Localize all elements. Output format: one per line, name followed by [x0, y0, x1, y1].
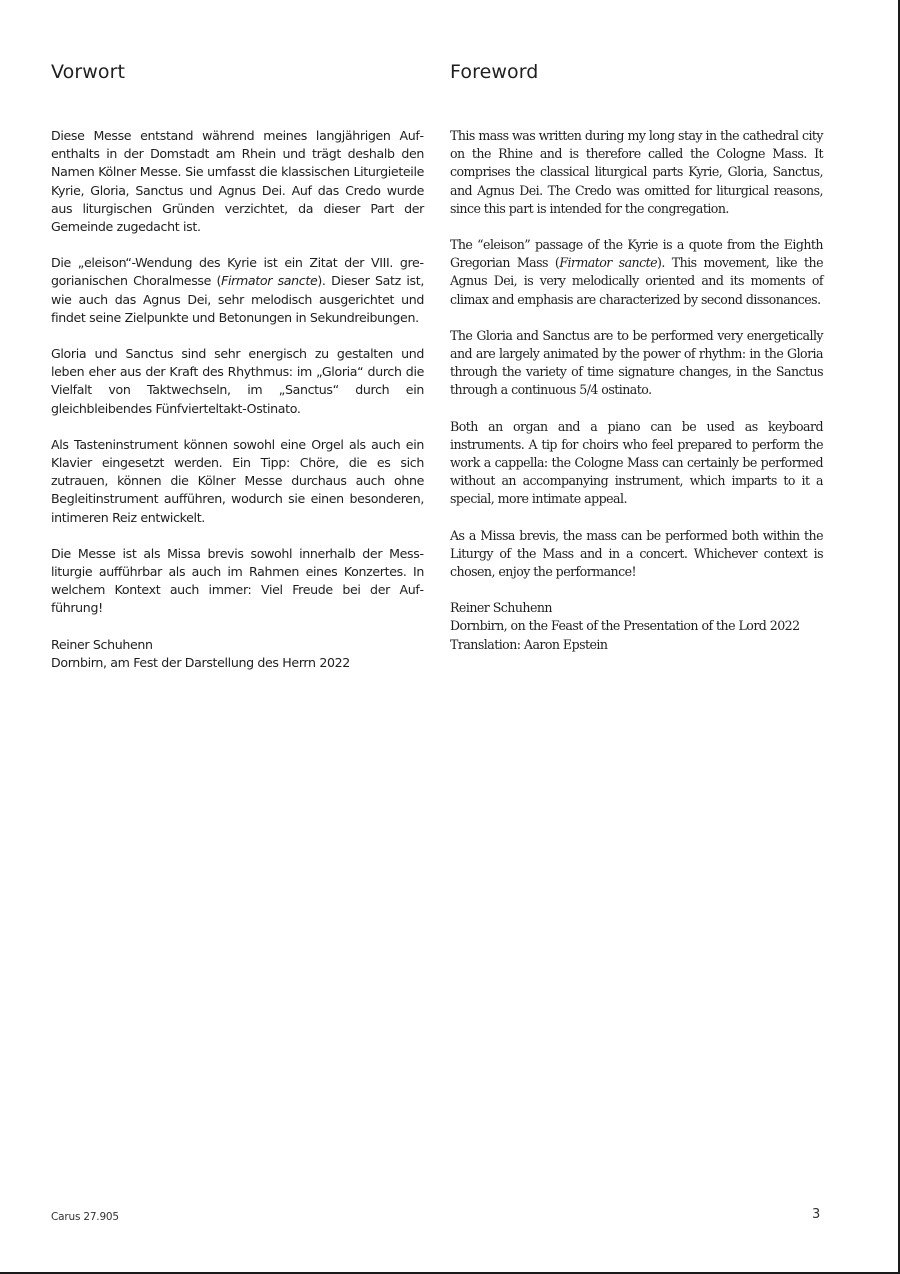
- german-place-date: Dornbirn, am Fest der Darstellung des Herrn 2022: [51, 654, 350, 670]
- english-paragraph-2-italic: Firmator sancte: [559, 255, 658, 271]
- english-paragraph-1: This mass was written during my long stay in the cathedral city on the Rhine and is therefore called the Cologne Mass. It comprises the classical liturgical parts Kyrie, Gloria, Sanctus, and Agnus Dei. The Credo was omitted for liturgical reasons, since this part is intended for the congregation.: [450, 128, 823, 216]
- english-paragraph-2-text-b: ). This movement, like the Agnus Dei, is very melodically oriented and its moments of climax and emphasis are characterized by second dissonances.: [450, 255, 823, 307]
- english-paragraph-3: The Gloria and Sanctus are to be performed very energetically and are largely animated by the power of rhythm: in the Gloria through the variety of time signature changes, in the Sanctus through a continuous 5/4 ostinato.: [450, 327, 823, 398]
- english-signature: [450, 599, 823, 654]
- german-column: [51, 58, 424, 690]
- english-paragraph-2-text-a: The “eleison” passage of the Kyrie is a quote from the Eighth Gregorian Mass (: [450, 237, 823, 271]
- english-paragraph-4: Both an organ and a piano can be used as keyboard instruments. A tip for choirs who feel prepared to perform the work a cappella: the Cologne Mass can certainly be performed without an accompanying instrument, which imparts to it a special, more intimate appeal.: [450, 418, 823, 507]
- german-heading: Vorwort: [51, 61, 126, 83]
- german-paragraph-2: [51, 254, 424, 327]
- catalog-number: Carus 27.905: [51, 1211, 119, 1223]
- english-author: Reiner Schuhenn: [450, 600, 552, 616]
- german-signature: [51, 636, 424, 672]
- german-paragraph-2-text-b: ). Dieser Satz ist, wie auch das Agnus Dei, sehr melodisch ausgerichtet und findet seine Zielpunkte und Betonungen in Sekundreibungen.: [51, 273, 424, 325]
- german-paragraph-2-text-a: Die „eleison“-Wendung des Kyrie ist ein Zitat der VIII. gregorianischen Choralmesse (: [51, 255, 424, 289]
- german-paragraph-5: Die Messe ist als Missa brevis sowohl innerhalb der Messliturgie aufführbar als auch im Rahmen eines Konzertes. In welchem Kontext auch immer: Viel Freude bei der Aufführung!: [51, 545, 424, 616]
- german-paragraph-4: Als Tasteninstrument können sowohl eine Orgel als auch ein Klavier eingesetzt werden. Ein Tipp: Chöre, die es sich zutrauen, können die Kölner Messe durchaus auch ohne Begleitinstrument aufführen, wodurch sie einen besonderen, intimeren Reiz entwickelt.: [51, 436, 424, 525]
- page-number: 3: [812, 1207, 821, 1222]
- german-author: Reiner Schuhenn: [51, 636, 153, 652]
- english-paragraph-5: As a Missa brevis, the mass can be performed both within the Liturgy of the Mass and in a concert. Whichever context is chosen, enjoy the performance!: [450, 527, 823, 580]
- english-translation-credit: Translation: Aaron Epstein: [450, 636, 608, 652]
- german-paragraph-1: Diese Messe entstand während meines langjährigen Aufenthalts in der Domstadt am Rhein und trägt deshalb den Namen Kölner Messe. Sie umfasst die klassischen Liturgieteile Kyrie, Gloria, Sanctus und Agnus Dei. Auf das Credo wurde aus liturgischen Gründen verzichtet, da dieser Part der Gemeinde zugedacht ist.: [51, 128, 424, 235]
- english-paragraph-2: [450, 236, 823, 309]
- english-column: [450, 58, 823, 672]
- english-place-date: Dornbirn, on the Feast of the Presentation of the Lord 2022: [450, 618, 800, 634]
- german-paragraph-3: Gloria und Sanctus sind sehr energisch zu gestalten und leben eher aus der Kraft des Rhythmus: im „Gloria“ durch die Vielfalt von Taktwechseln, im „Sanctus“ durch ein gleichbleibendes Fünfvierteltakt-Ostinato.: [51, 346, 424, 416]
- english-heading: Foreword: [450, 61, 539, 83]
- german-paragraph-2-italic: Firmator sancte: [221, 273, 318, 289]
